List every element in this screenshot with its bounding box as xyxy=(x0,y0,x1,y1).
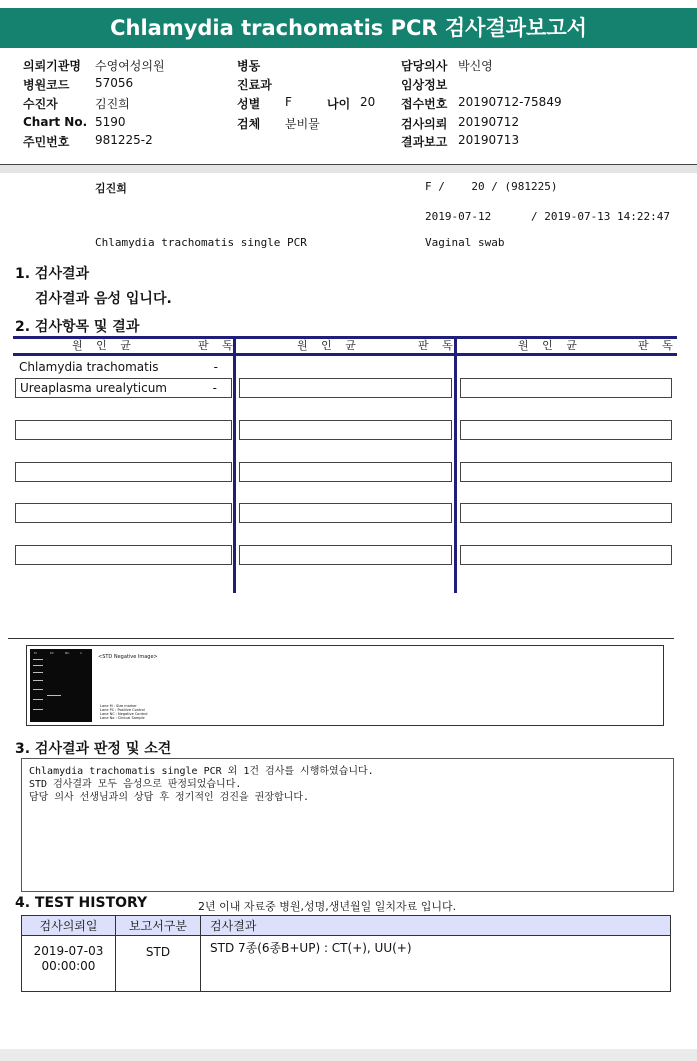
gel-lane-label: PC xyxy=(50,651,54,655)
doctor-label: 담당의사 xyxy=(401,59,448,73)
clinical-label: 임상정보 xyxy=(401,78,448,92)
doctor-value: 박신영 xyxy=(458,59,493,73)
opinion-box xyxy=(21,758,674,892)
opinion-line: STD 검사결과 모두 음성으로 판정되었습니다. xyxy=(29,779,242,790)
section2-heading: 2. 검사항목 및 결과 xyxy=(15,319,140,335)
gel-legend-item: Lane M : Size marker xyxy=(100,704,137,708)
section-separator xyxy=(8,638,674,639)
patient-sex-age: F / 20 / (981225) xyxy=(425,180,558,193)
empty-cell xyxy=(239,378,452,398)
specimen-type: Vaginal swab xyxy=(425,236,505,249)
pathogen-result: - xyxy=(212,381,217,395)
patient-label: 수진자 xyxy=(23,97,58,111)
gel-band xyxy=(33,709,43,710)
gel-image-box xyxy=(26,645,664,726)
empty-cell xyxy=(239,545,452,565)
header-shade xyxy=(0,165,697,173)
col-pathogen-1: 원 인 균 xyxy=(72,339,136,352)
age-label: 나이 xyxy=(327,97,351,111)
col-pathogen-3: 원 인 균 xyxy=(518,339,582,352)
empty-cell xyxy=(460,462,672,482)
receipt-no-label: 접수번호 xyxy=(401,97,448,111)
specimen-value: 분비물 xyxy=(285,117,320,131)
patient-name: 김진희 xyxy=(95,182,127,195)
pathogen-result: - xyxy=(213,360,218,374)
col-judgement-3: 판 독 xyxy=(638,339,678,352)
history-col-type: 보고서구분 xyxy=(116,916,201,936)
report-date-label: 결과보고 xyxy=(401,135,448,149)
dept-label: 진료과 xyxy=(237,78,272,92)
ward-label: 병동 xyxy=(237,59,261,73)
history-date: 2019-07-03 xyxy=(33,944,104,958)
section4-heading: 4. TEST HISTORY xyxy=(15,895,148,911)
test-dates: 2019-07-12 / 2019-07-13 14:22:47 xyxy=(425,210,671,223)
history-col-result: 검사결과 xyxy=(201,916,670,936)
section3-heading: 3. 검사결과 판정 및 소견 xyxy=(15,741,172,757)
gel-legend-item: Lane PC : Positive Control xyxy=(100,708,145,712)
history-table xyxy=(21,915,671,992)
col-judgement-2: 판 독 xyxy=(418,339,458,352)
gel-lane-label: NC xyxy=(65,651,70,655)
request-date-label: 검사의뢰 xyxy=(401,117,448,131)
resident-no-label: 주민번호 xyxy=(23,135,70,149)
history-type: STD xyxy=(145,945,171,959)
empty-cell xyxy=(15,503,232,523)
empty-cell xyxy=(239,503,452,523)
empty-cell xyxy=(15,462,232,482)
institution-value: 수영여성의원 xyxy=(95,59,165,73)
history-note: 2년 이내 자료중 병원,성명,생년월일 일치자료 입니다. xyxy=(198,900,457,913)
history-result: STD 7종(6종B+UP) : CT(+), UU(+) xyxy=(210,941,412,955)
gel-lane-label: 1 xyxy=(80,651,82,655)
empty-cell xyxy=(460,545,672,565)
result-row xyxy=(15,358,232,378)
gel-band xyxy=(33,665,43,666)
request-date-value: 20190712 xyxy=(458,115,520,129)
gel-electrophoresis-image xyxy=(30,649,92,722)
hospital-code-value: 57056 xyxy=(95,76,134,90)
report-date-value: 20190713 xyxy=(458,133,520,147)
sex-label: 성별 xyxy=(237,97,261,111)
report-title: Chlamydia trachomatis PCR 검사결과보고서 xyxy=(0,8,697,48)
test-name: Chlamydia trachomatis single PCR xyxy=(95,236,307,249)
grid-header-border xyxy=(13,353,677,356)
institution-label: 의뢰기관명 xyxy=(23,59,81,73)
history-col-date: 검사의뢰일 xyxy=(22,916,116,936)
empty-cell xyxy=(460,378,672,398)
gel-band xyxy=(33,689,43,690)
col-pathogen-2: 원 인 균 xyxy=(297,339,361,352)
result-summary: 검사결과 음성 입니다. xyxy=(35,291,172,307)
empty-cell xyxy=(239,420,452,440)
chart-no-label: Chart No. xyxy=(23,115,88,129)
grid-divider-2 xyxy=(454,336,457,593)
gel-legend-item: Lane NC : Negative Control xyxy=(100,712,148,716)
patient-value: 김진희 xyxy=(95,97,130,111)
opinion-line: Chlamydia trachomatis single PCR 외 1건 검사를 시행하였습니다. xyxy=(29,766,374,777)
specimen-label: 검체 xyxy=(237,117,261,131)
empty-cell xyxy=(239,462,452,482)
gel-title: <STD Negative Image> xyxy=(98,654,158,660)
pathogen-name: Ureaplasma urealyticum xyxy=(20,381,167,395)
history-time: 00:00:00 xyxy=(41,959,96,973)
receipt-no-value: 20190712-75849 xyxy=(458,95,562,109)
gel-band xyxy=(47,695,61,696)
age-value: 20 xyxy=(360,95,376,109)
empty-cell xyxy=(15,545,232,565)
opinion-line: 담당 의사 선생님과의 상담 후 정기적인 검진을 권장합니다. xyxy=(29,792,310,803)
result-row xyxy=(15,378,232,398)
gel-band xyxy=(33,699,43,700)
page-footer xyxy=(0,1049,697,1061)
chart-no-value: 5190 xyxy=(95,115,126,129)
gel-lane-label: M xyxy=(34,651,37,655)
resident-no-value: 981225-2 xyxy=(95,133,153,147)
empty-cell xyxy=(460,503,672,523)
pathogen-name: Chlamydia trachomatis xyxy=(19,360,159,374)
history-type-cell xyxy=(116,936,201,991)
gel-legend-item: Lane No : Clinical Sample xyxy=(100,716,145,720)
section1-heading: 1. 검사결과 xyxy=(15,266,90,282)
empty-cell xyxy=(460,420,672,440)
history-result-cell xyxy=(201,936,670,991)
gel-band xyxy=(33,659,43,660)
hospital-code-label: 병원코드 xyxy=(23,78,70,92)
sex-value: F xyxy=(285,95,292,109)
col-judgement-1: 판 독 xyxy=(198,339,238,352)
gel-band xyxy=(33,672,43,673)
grid-divider-1 xyxy=(233,336,236,593)
empty-cell xyxy=(15,420,232,440)
gel-band xyxy=(33,680,43,681)
history-date-cell xyxy=(22,936,116,991)
